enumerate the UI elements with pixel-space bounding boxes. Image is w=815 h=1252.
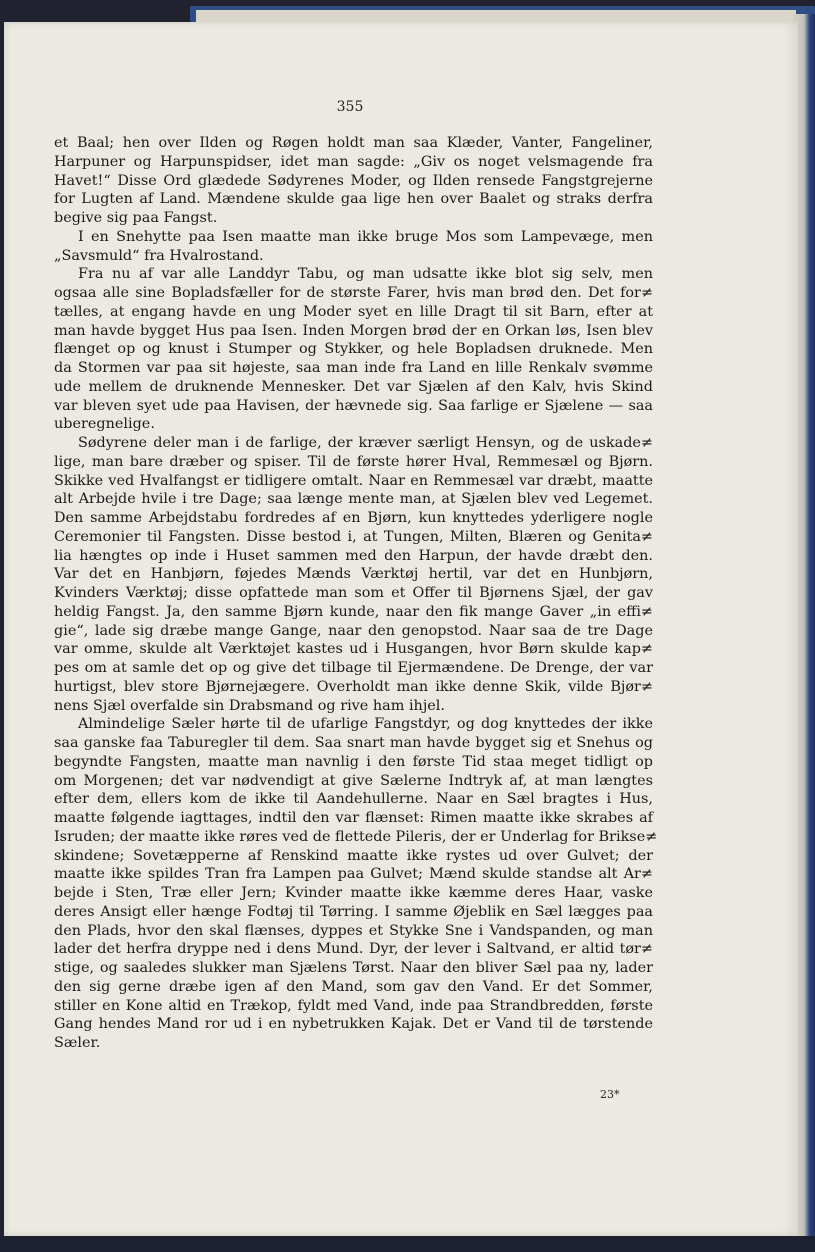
text-line: et Baal; hen over Ilden og Røgen holdt man saa Klæder, Vanter, Fangeliner, bbox=[54, 135, 653, 151]
text-line: nens Sjæl overfalde sin Drabsmand og rive ham ihjel. bbox=[54, 697, 445, 714]
text-line: gie“, lade sig dræbe mange Gange, naar den genopstod. Naar saa de tre Dage bbox=[54, 622, 653, 639]
text-line: Harpuner og Harpunspidser, idet man sagde: „Giv os noget velsmagende fra bbox=[54, 153, 653, 170]
text-line: Sødyrene deler man i de farlige, der kræver særligt Hensyn, og de uskade≠ bbox=[78, 435, 653, 451]
text-line: heldig Fangst. Ja, den samme Bjørn kunde, naar den fik mange Gaver „in effi≠ bbox=[54, 603, 653, 620]
text-line: deres Ansigt eller hænge Fodtøj til Tørring. I samme Øjeblik en Sæl lægges paa bbox=[54, 903, 653, 920]
text-line: man havde bygget Hus paa Isen. Inden Morgen brød der en Orkan løs, Isen blev bbox=[54, 322, 653, 339]
text-line: Ceremonier til Fangsten. Disse bestod i, at Tungen, Milten, Blæren og Genita≠ bbox=[54, 528, 653, 545]
text-line: „Savsmuld“ fra Hvalrostand. bbox=[54, 247, 264, 264]
text-line: lige, man bare dræber og spiser. Til de første hører Hval, Remmesæl og Bjørn. bbox=[54, 453, 653, 470]
text-line: flænget op og knust i Stumper og Stykker, og hele Bopladsen druknede. Men bbox=[54, 341, 653, 358]
text-line: var omme, skulde alt Værktøjet kastes ud i Husgangen, hvor Børn skulde kap≠ bbox=[54, 641, 653, 658]
text-line: efter dem, ellers kom de ikke til Aandehullerne. Naar en Sæl bragtes i Hus, bbox=[54, 791, 653, 808]
text-line: var bleven syet ude paa Havisen, der hævnede sig. Saa farlige er Sjælene — saa bbox=[54, 397, 653, 414]
text-line: Gang hendes Mand ror ud i en nybetrukken Kajak. Det er Vand til de tørstende bbox=[54, 1016, 653, 1033]
text-line: Almindelige Sæler hørte til de ufarlige Fangstdyr, og dog knyttedes der ikke bbox=[78, 716, 653, 733]
text-line: hurtigst, blev store Bjørnejægere. Overholdt man ikke denne Skik, vilde Bjør≠ bbox=[54, 678, 653, 695]
text-line: stiller en Kone altid en Trækop, fyldt med Vand, inde paa Strandbredden, første bbox=[54, 997, 653, 1014]
signature-mark: 23* bbox=[600, 1088, 620, 1101]
body-text bbox=[54, 134, 658, 1053]
text-line: Isruden; der maatte ikke røres ved de flettede Pileris, der er Underlag for Brikse≠ bbox=[54, 828, 658, 845]
text-line: tælles, at engang havde en ung Moder syet en lille Dragt til sit Barn, efter at bbox=[54, 303, 653, 320]
text-line: maatte ikke spildes Tran fra Lampen paa Gulvet; Mænd skulde standse alt Ar≠ bbox=[54, 866, 653, 883]
text-line: pes om at samle det op og give det tilbage til Ejermændene. De Drenge, der var bbox=[54, 660, 653, 676]
page-number: 355 bbox=[336, 99, 364, 115]
text-line: saa ganske faa Taburegler til dem. Saa snart man havde bygget sig et Snehus og bbox=[54, 735, 653, 751]
text-line: Sæler. bbox=[54, 1035, 101, 1051]
scan-background-bottom bbox=[0, 1236, 815, 1252]
text-line: Kvinders Værktøj; disse opfattede man som et Offer til Bjørnens Sjæl, der gav bbox=[54, 585, 653, 601]
text-line: begive sig paa Fangst. bbox=[54, 210, 218, 226]
text-line: den Plads, hvor den skal flænses, dyppes et Stykke Sne i Vandspanden, og man bbox=[54, 922, 653, 939]
text-line: Den samme Arbejdstabu fordredes af en Bjørn, kun knyttedes yderligere nogle bbox=[54, 510, 653, 526]
text-line: skindene; Sovetæpperne af Renskind maatte ikke rystes ud over Gulvet; der bbox=[54, 847, 653, 864]
text-line: bejde i Sten, Træ eller Jern; Kvinder maatte ikke kæmme deres Haar, vaske bbox=[54, 885, 653, 901]
text-line: lia hængtes op inde i Huset sammen med den Harpun, der havde dræbt den. bbox=[54, 547, 653, 564]
text-line: ude mellem de druknende Mennesker. Det var Sjælen af den Kalv, hvis Skind bbox=[54, 378, 653, 395]
text-line: Var det en Hanbjørn, føjedes Mænds Værktøj hertil, var det en Hunbjørn, bbox=[54, 566, 653, 583]
text-line: den sig gerne dræbe igen af den Mand, som gav den Vand. Er det Sommer, bbox=[54, 978, 653, 995]
text-line: for Lugten af Land. Mændene skulde gaa lige hen over Baalet og straks derfra bbox=[54, 191, 653, 208]
text-line: Havet!“ Disse Ord glædede Sødyrenes Moder, og Ilden rensede Fangstgrejerne bbox=[54, 172, 653, 189]
text-line: maatte følgende iagttages, indtil den var flænset: Rimen maatte ikke skrabes af bbox=[54, 810, 653, 826]
text-line: stige, og saaledes slukker man Sjælens Tørst. Naar den bliver Sæl paa ny, lader bbox=[54, 960, 653, 976]
text-line: Skikke ved Hvalfangst er tidligere omtalt. Naar en Remmesæl var dræbt, maatte bbox=[54, 472, 653, 489]
text-line: uberegnelige. bbox=[54, 416, 155, 433]
text-line: I en Snehytte paa Isen maatte man ikke bruge Mos som Lampevæge, men bbox=[78, 228, 653, 245]
text-line: lader det herfra dryppe ned i dens Mund. Dyr, der lever i Saltvand, er altid tør≠ bbox=[54, 941, 653, 958]
text-line: begyndte Fangsten, maatte man navnlig i den første Tid staa meget tidligt op bbox=[54, 753, 653, 770]
text-line: alt Arbejde hvile i tre Dage; saa længe mente man, at Sjælen blev ved Legemet. bbox=[54, 491, 653, 508]
text-line: om Morgenen; det var nødvendigt at give Sælerne Indtryk af, at man længtes bbox=[54, 772, 653, 789]
text-line: da Stormen var paa sit højeste, saa man inde fra Land en lille Renkalv svømme bbox=[54, 360, 653, 376]
text-line: Fra nu af var alle Landdyr Tabu, og man udsatte ikke blot sig selv, men bbox=[78, 266, 653, 283]
text-line: ogsaa alle sine Bopladsfæller for de største Farer, hvis man brød den. Det for≠ bbox=[54, 285, 653, 301]
